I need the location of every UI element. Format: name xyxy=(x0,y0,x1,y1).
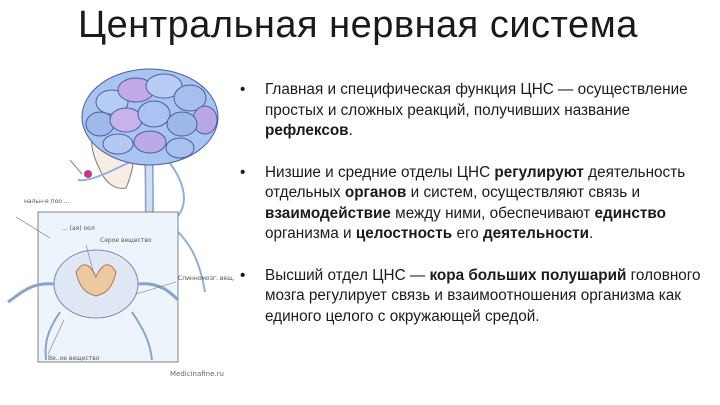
cns-illustration xyxy=(0,62,245,402)
text-segment: организма и xyxy=(265,225,356,242)
text-segment: его xyxy=(452,225,483,242)
bullet-text xyxy=(265,81,688,139)
text-segment: и систем, осуществляют связь и xyxy=(406,184,641,201)
text-segment: головного мозга регулирует связь и взаимоотношения организма как единого целого с окружающей средой. xyxy=(265,266,701,325)
bullet-dot: • xyxy=(240,163,246,181)
bold-term: рефлексов xyxy=(265,122,349,139)
bullet-item xyxy=(228,266,713,328)
bullet-text xyxy=(265,267,701,325)
label-top-left: нальн-е поо ... xyxy=(24,198,70,205)
bullet-text xyxy=(265,164,685,243)
bullet-dot: • xyxy=(240,81,246,98)
text-segment: между ними, обеспечивают xyxy=(390,204,595,222)
slide-title: Центральная нервная система xyxy=(78,4,638,46)
bullet-item xyxy=(228,80,713,142)
text-segment: Главная и специфическая функция ЦНС — осуществление простых и сложных реакций, получивших название xyxy=(265,81,688,119)
image-credit: Medicinafine.ru xyxy=(170,370,224,378)
bullet-item xyxy=(228,163,713,245)
flower-icon xyxy=(84,170,92,178)
label-sheath: ... (ая) оол xyxy=(62,225,95,232)
bold-term: деятельности xyxy=(482,225,590,242)
text-segment: . xyxy=(348,122,353,139)
bold-term: единство xyxy=(594,204,666,222)
bold-term: целостность xyxy=(355,225,453,242)
bullet-dot: • xyxy=(240,266,246,284)
bold-term: кора больших полушарий xyxy=(429,266,627,284)
bold-term: взаимодействие xyxy=(265,204,391,222)
label-bottom: Ве..ое вещество xyxy=(48,355,100,362)
bullet-list xyxy=(228,80,713,327)
bold-term: органов xyxy=(344,184,407,201)
text-segment: Низшие и средние отделы ЦНС xyxy=(265,163,495,181)
text-segment: Высший отдел ЦНС — xyxy=(265,266,430,284)
text-segment: . xyxy=(589,225,594,242)
bold-term: регулируют xyxy=(494,163,584,181)
label-grey: Серое вещество xyxy=(100,237,152,244)
brain xyxy=(82,69,218,165)
text-segment: деятельность отдельных xyxy=(265,163,686,201)
label-white: Спинномозг. вещ. xyxy=(178,275,235,282)
